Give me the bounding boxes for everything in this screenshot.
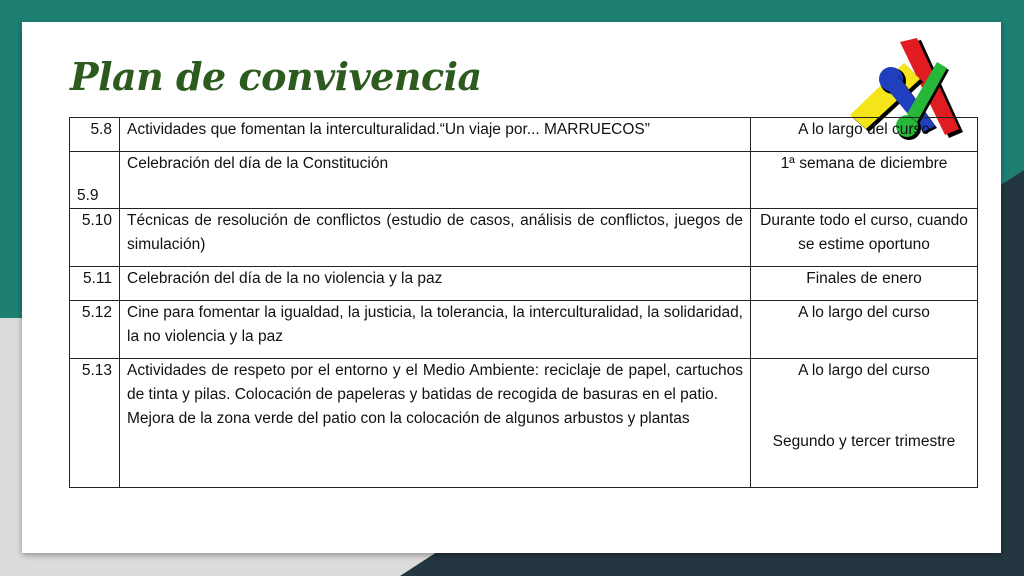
row-period: A lo largo del curso: [751, 118, 978, 152]
row-period: 1ª semana de diciembre: [751, 152, 978, 209]
row-activity-part1: Actividades de respeto por el entorno y el Medio Ambiente: reciclaje de papel, cartuchos de tinta y pilas. Colocación de papeleras y batidas de recogida de basuras en el patio.: [127, 362, 743, 403]
row-activity: Técnicas de resolución de conflictos (estudio de casos, análisis de conflictos, juegos de simulación): [120, 209, 751, 267]
table-row: [70, 118, 978, 152]
row-period: Finales de enero: [751, 267, 978, 301]
row-activity: Celebración del día de la Constitución: [120, 152, 751, 209]
table-row: [70, 301, 978, 359]
row-activity: [120, 359, 751, 488]
row-number: 5.9: [70, 152, 120, 209]
row-number: 5.13: [70, 359, 120, 488]
row-period-part1: A lo largo del curso: [798, 362, 930, 379]
activities-table: [69, 117, 978, 488]
row-period: [751, 359, 978, 488]
table-row: [70, 267, 978, 301]
row-activity: Cine para fomentar la igualdad, la justicia, la tolerancia, la interculturalidad, la solidaridad, la no violencia y la paz: [120, 301, 751, 359]
slide-title: Plan de convivencia: [70, 54, 482, 99]
table-row: [70, 152, 978, 209]
row-activity-part2: Mejora de la zona verde del patio con la colocación de algunos arbustos y plantas: [127, 410, 690, 427]
row-period-part2: Segundo y tercer trimestre: [772, 433, 956, 450]
row-activity: Celebración del día de la no violencia y la paz: [120, 267, 751, 301]
row-number: 5.10: [70, 209, 120, 267]
row-number: 5.11: [70, 267, 120, 301]
row-number: 5.8: [70, 118, 120, 152]
table-row: [70, 359, 978, 488]
row-period: A lo largo del curso: [751, 301, 978, 359]
table-row: [70, 209, 978, 267]
row-period: Durante todo el curso, cuando se estime oportuno: [751, 209, 978, 267]
row-activity: Actividades que fomentan la interculturalidad.“Un viaje por... MARRUECOS”: [120, 118, 751, 152]
row-number: 5.12: [70, 301, 120, 359]
